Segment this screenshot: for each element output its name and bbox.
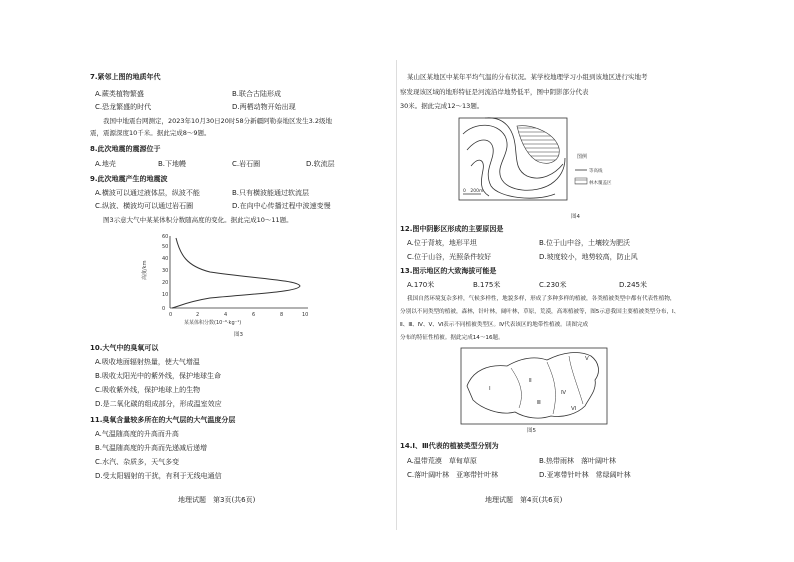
svg-text:0: 0 xyxy=(162,306,166,312)
fig5-label-2: Ⅱ xyxy=(529,378,532,384)
intro-12-13-line1: 某山区某地区中某年平均气温的分布状况。某学校地理学习小组到该地区进行实地考 xyxy=(407,73,648,81)
left-page-footer: 地理试题 第3页(共6页) xyxy=(178,496,256,504)
figure-5-china-vegetation-map xyxy=(459,346,609,434)
svg-text:0: 0 xyxy=(169,312,173,318)
q7-option-c: C.恐龙繁盛的时代 xyxy=(95,103,152,111)
q7-option-d: D.两栖动物开始出现 xyxy=(232,103,296,111)
q10-option-b: B.吸收太阳光中的紫外线，保护地球生命 xyxy=(95,372,222,380)
q10-option-d: D.是二氧化碳的组成部分，形成温室效应 xyxy=(95,400,222,408)
svg-text:10: 10 xyxy=(162,292,169,298)
q14-option-b: B.热带雨林 落叶阔叶林 xyxy=(539,457,617,465)
q11-stem: 11.臭氧含量较多所在的大气层的大气温度分层 xyxy=(90,416,236,424)
q11-option-a: A.气温随高度的升高而升高 xyxy=(95,430,179,438)
svg-text:8: 8 xyxy=(280,312,284,318)
q9-option-c: C.纵波、横波均可以通过岩石圈 xyxy=(95,202,194,210)
fig3-ylabel: 高度/km xyxy=(142,260,148,280)
intro-14-16-line2: 分别以不同类型的植被，森林，针叶林，阔叶林，草原，荒漠，高寒植被等，图5示意我国主要植被类型分布，Ⅰ、 xyxy=(400,309,680,315)
q13-option-b: B.175米 xyxy=(473,281,501,289)
figure-3-ozone-chart xyxy=(140,228,320,340)
fig5-label-1: Ⅰ xyxy=(489,386,491,392)
q8-option-b: B.下地幔 xyxy=(158,160,187,168)
intro-12-13-line3: 30米。据此完成12～13题。 xyxy=(400,102,484,110)
q10-stem: 10.大气中的臭氧可以 xyxy=(90,344,159,352)
intro-10-11: 图3示意大气中某某体积分数随高度的变化。据此完成10～11题。 xyxy=(103,216,293,224)
svg-text:4: 4 xyxy=(224,312,228,318)
fig4-legend-forest-symbol xyxy=(575,178,587,184)
q9-option-b: B.只有横波能通过软流层 xyxy=(232,189,310,197)
q10-option-a: A.吸收地面辐射热量，使大气增温 xyxy=(95,358,200,366)
q13-option-c: C.230米 xyxy=(539,281,567,289)
fig4-legend1: 等高线 xyxy=(589,169,603,174)
svg-text:10: 10 xyxy=(302,312,309,318)
q8-option-a: A.地壳 xyxy=(95,160,116,168)
q12-option-a: A.位于背坡，地形平坦 xyxy=(407,239,477,247)
fig4-legend2: 林木覆盖区 xyxy=(589,181,612,186)
q14-option-a: A.温带荒漠 草甸草原 xyxy=(407,457,477,465)
q13-option-a: A.170米 xyxy=(407,281,435,289)
fig4-caption: 图4 xyxy=(571,214,580,220)
figure-4-contour-map xyxy=(455,114,625,222)
q14-option-d: D.亚寒带针叶林 常绿阔叶林 xyxy=(539,471,631,479)
fig5-outline xyxy=(467,353,598,419)
q9-stem: 9.此次地震产生的地震波 xyxy=(90,175,168,183)
svg-text:20: 20 xyxy=(162,280,169,286)
fig5-label-4: Ⅳ xyxy=(561,390,567,396)
intro-12-13-line2: 察发现该区域的地形特征是河流沿岸地势低平，图中阴影部分代表 xyxy=(400,88,589,96)
fig5-caption: 图5 xyxy=(527,428,536,434)
fig4-scale: 0 200m xyxy=(463,189,484,194)
q9-option-a: A.横波可以通过液体层，纵波不能 xyxy=(95,189,200,197)
q12-option-d: D.坡度较小，地势较高，防止风 xyxy=(539,253,638,261)
svg-text:40: 40 xyxy=(162,256,169,262)
fig5-label-3: Ⅲ xyxy=(537,400,541,406)
q13-stem: 13.图示地区的大致海拔可能是 xyxy=(400,267,497,275)
q9-option-d: D.在向中心传播过程中波速变慢 xyxy=(232,202,331,210)
q14-stem: 14.Ⅰ、Ⅲ代表的植被类型分别为 xyxy=(400,442,499,450)
fig3-curve xyxy=(172,238,300,308)
q8-option-c: C.岩石圈 xyxy=(232,160,261,168)
q7-stem: 7.紧邻上图的地质年代 xyxy=(90,73,161,81)
q7-option-b: B.联合古陆形成 xyxy=(232,90,282,98)
q12-stem: 12.图中阴影区形成的主要原因是 xyxy=(400,225,504,233)
svg-text:2: 2 xyxy=(196,312,200,318)
right-page xyxy=(397,0,794,562)
intro-8-9-line1: 我国中地震台网测定，2023年10月30日20时58分新疆阿勒泰地区发生3.2级地 xyxy=(103,117,332,125)
intro-8-9-line2: 震，震源深度10千米。据此完成8～9题。 xyxy=(90,129,211,137)
q11-option-c: C.水汽、杂质多，天气多变 xyxy=(95,458,180,466)
q8-option-d: D.软流层 xyxy=(306,160,335,168)
fig4-legend-title: 图例 xyxy=(577,154,588,160)
fig5-label-5: Ⅴ xyxy=(585,356,589,362)
intro-14-16-line1: 我国自然环境复杂多样，气候多样性，地貌多样，形成了多种多样的植被，各类植被类型中都有代表性植物， xyxy=(407,296,676,302)
q11-option-b: B.气温随高度的升高而先递减后递增 xyxy=(95,444,208,452)
intro-14-16-line4: 分布的特征性植被。据此完成14～16题。 xyxy=(400,335,504,341)
q8-stem: 8.此次地震的震源位于 xyxy=(90,145,161,153)
right-page-footer: 地理试题 第4页(共6页) xyxy=(485,496,563,504)
svg-text:30: 30 xyxy=(162,268,169,274)
intro-14-16-line3: Ⅱ、Ⅲ、Ⅳ、Ⅴ、Ⅵ表示不同植被类型区。Ⅳ代表该区的地带性植被。读图完成 xyxy=(400,322,589,328)
fig3-caption: 图3 xyxy=(234,332,243,338)
fig3-xlabel: 某某体积分数(10⁻⁶·kg⁻¹) xyxy=(184,320,242,326)
q14-option-c: C.落叶阔叶林 亚寒带针叶林 xyxy=(407,471,499,479)
q7-option-a: A.蕨类植物繁盛 xyxy=(95,90,144,98)
svg-text:6: 6 xyxy=(252,312,256,318)
svg-text:60: 60 xyxy=(162,234,169,240)
fig4-shaded-area xyxy=(517,126,559,163)
q10-option-c: C.吸收紫外线，保护地球上的生物 xyxy=(95,386,201,394)
svg-text:50: 50 xyxy=(162,244,169,250)
q13-option-d: D.245米 xyxy=(619,281,647,289)
q11-option-d: D.受太阳辐射的干扰，有利于无线电通信 xyxy=(95,472,222,480)
fig5-label-6: Ⅵ xyxy=(571,406,577,412)
q12-option-b: B.位于山中谷，土壤较为肥沃 xyxy=(539,239,631,247)
q12-option-c: C.位于山谷，光照条件较好 xyxy=(407,253,492,261)
